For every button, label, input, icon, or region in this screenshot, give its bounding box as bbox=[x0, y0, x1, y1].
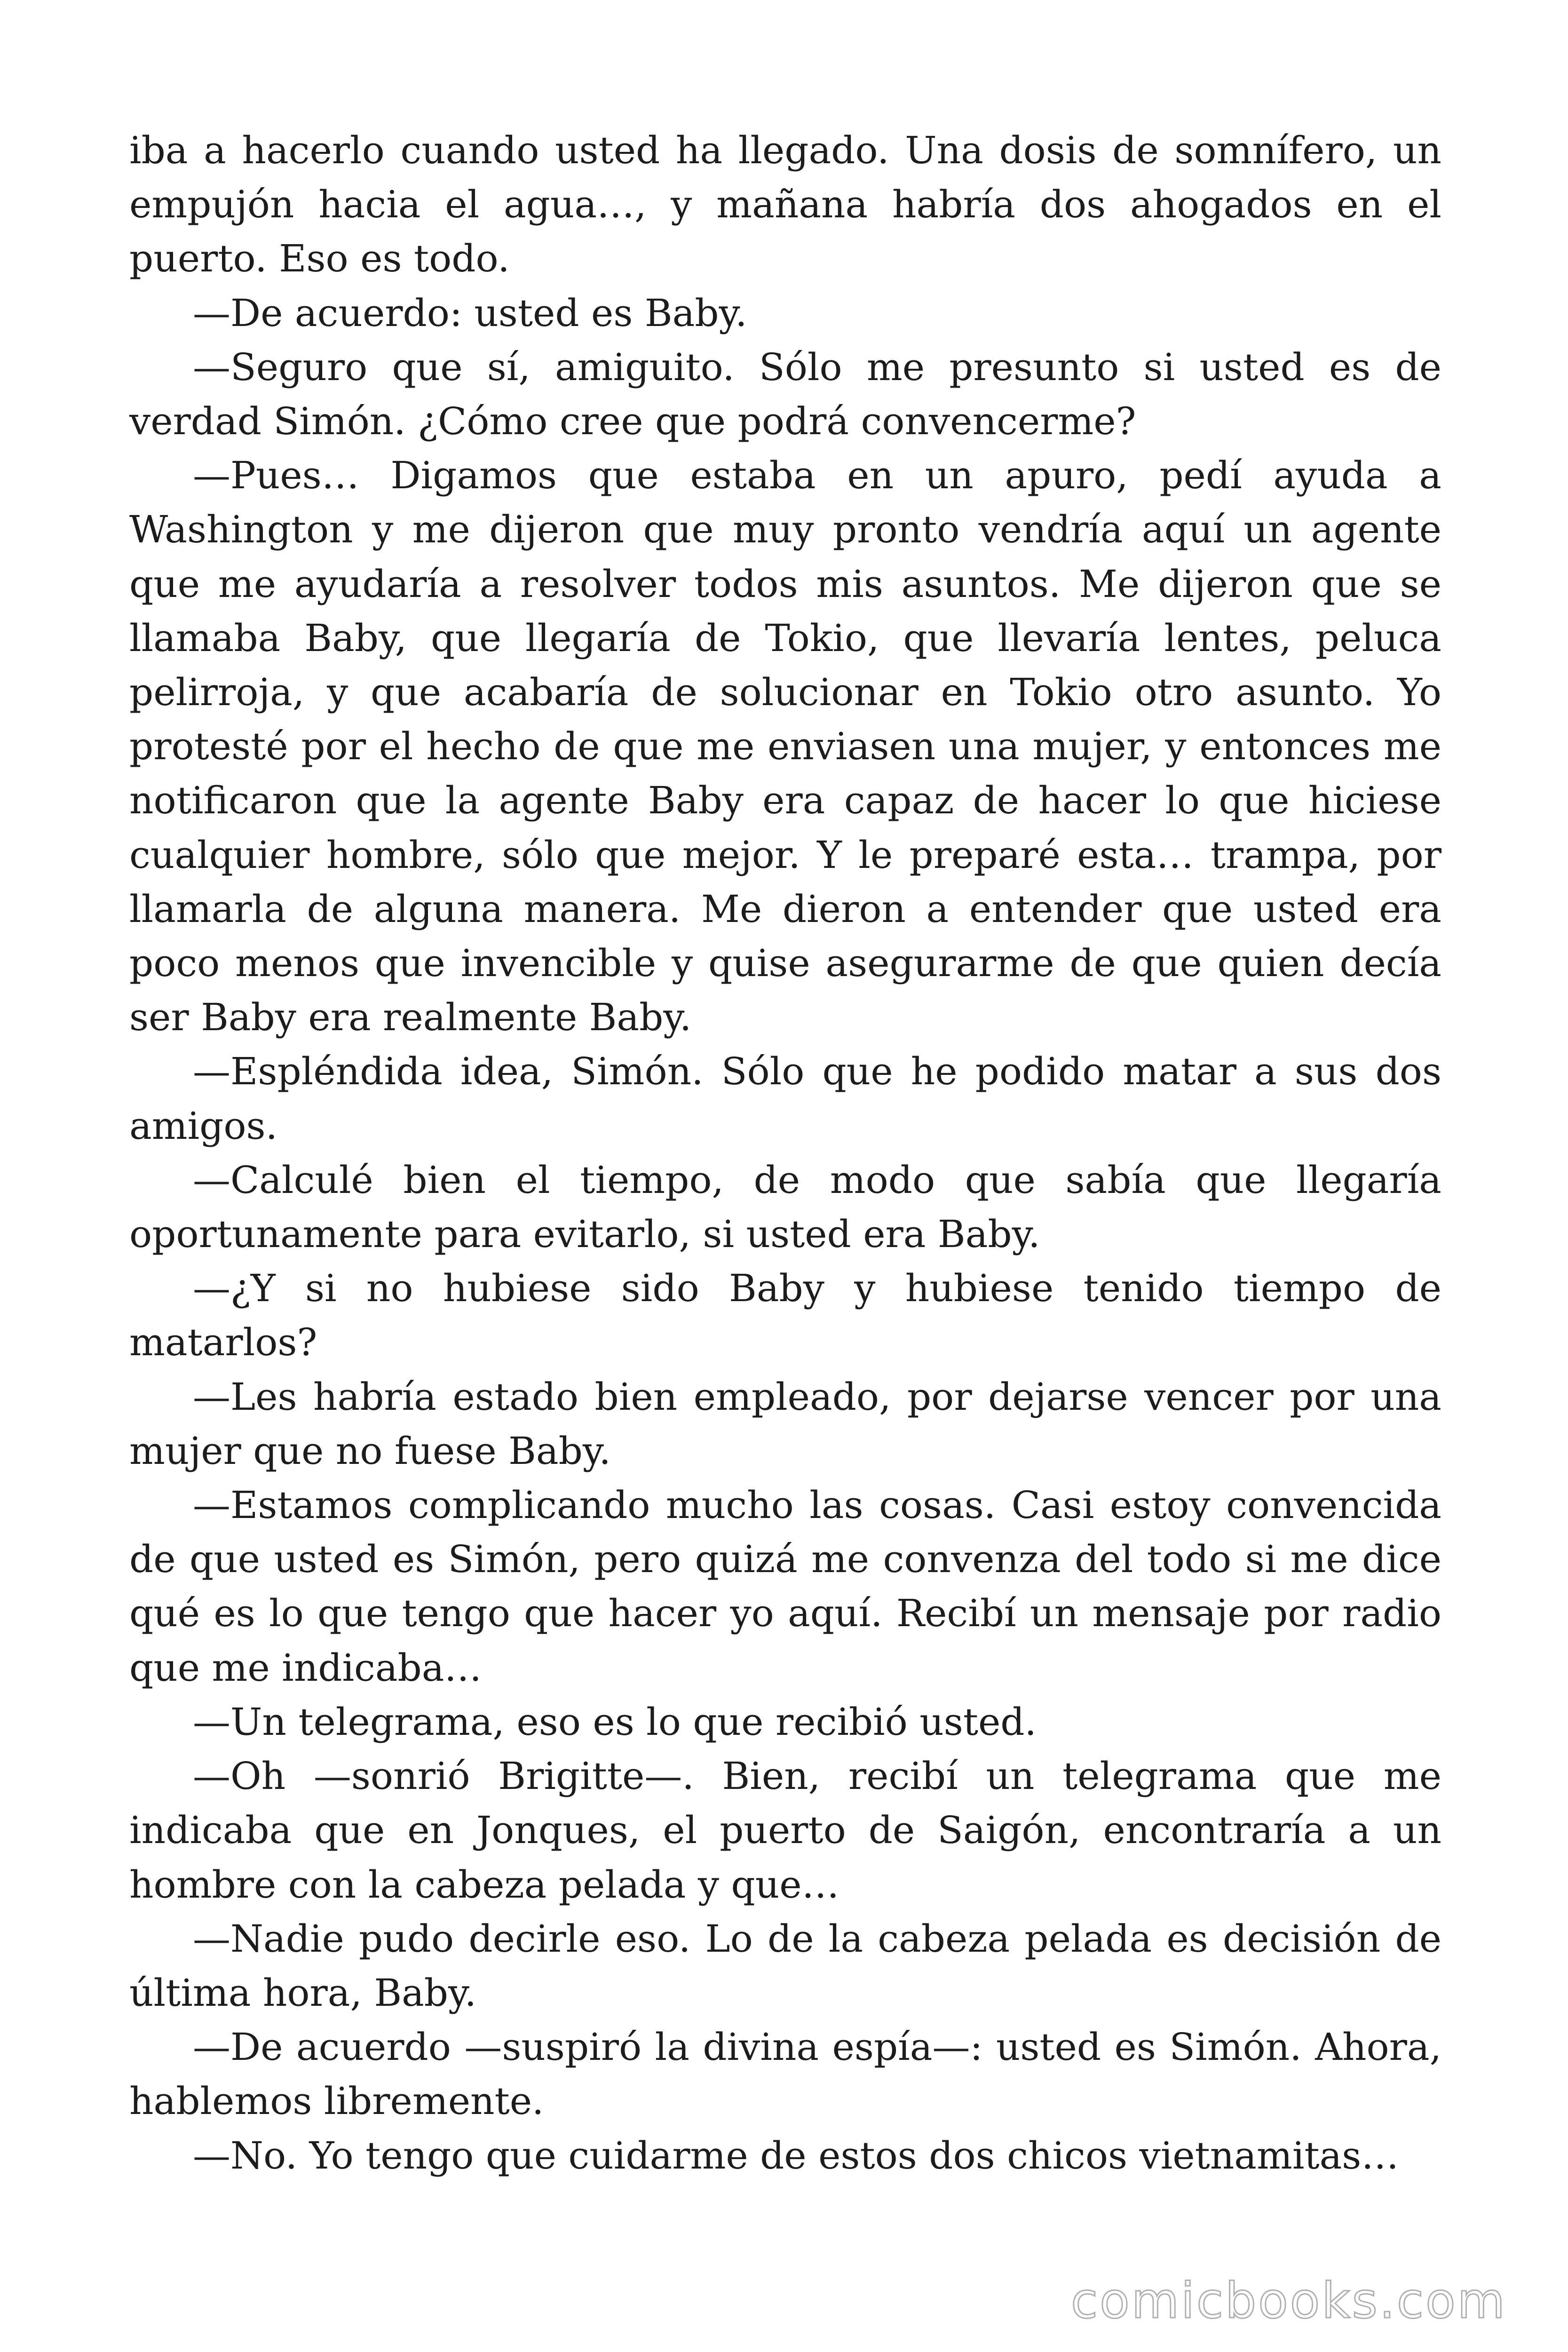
paragraph: —Les habría estado bien empleado, por dejarse vencer por una mujer que no fuese Baby. bbox=[129, 1375, 1441, 1473]
page-text bbox=[129, 123, 1441, 2183]
paragraph: —De acuerdo —suspiró la divina espía—: usted es Simón. Ahora, hablemos libremente. bbox=[129, 2025, 1441, 2123]
paragraph: —De acuerdo: usted es Baby. bbox=[193, 291, 747, 335]
paragraph: —Pues… Digamos que estaba en un apuro, pedí ayuda a Washington y me dijeron que muy pronto vendría aquí un agente que me ayudaría a resolver todos mis asuntos. Me dijeron que se llamaba Baby, que llegaría de Tokio, que llevaría lentes, peluca pelirroja, y que acabaría de solucionar en Tokio otro asunto. Yo protesté por el hecho de que me enviasen una mujer, y entonces me notificaron que la agente Baby era capaz de hacer lo que hiciese cualquier hombre, sólo que mejor. Y le preparé esta… trampa, por llamarla de alguna manera. Me dieron a entender que usted era poco menos que invencible y quise asegurarme de que quien decía ser Baby era realmente Baby. bbox=[129, 453, 1441, 1040]
paragraph: iba a hacerlo cuando usted ha llegado. Una dosis de somnífero, un empujón hacia el agua…, y mañana habría dos ahogados en el puerto. Eso es todo. bbox=[129, 128, 1441, 281]
paragraph: —Espléndida idea, Simón. Sólo que he podido matar a sus dos amigos. bbox=[129, 1049, 1441, 1148]
watermark: comicbooks.com bbox=[1070, 2272, 1507, 2329]
paragraph: —Seguro que sí, amiguito. Sólo me presunto si usted es de verdad Simón. ¿Cómo cree que podrá convencerme? bbox=[129, 345, 1441, 444]
paragraph: —Oh —sonrió Brigitte—. Bien, recibí un telegrama que me indicaba que en Jonques, el puerto de Saigón, encontraría a un hombre con la cabeza pelada y que… bbox=[129, 1754, 1441, 1907]
paragraph: —Nadie pudo decirle eso. Lo de la cabeza pelada es decisión de última hora, Baby. bbox=[129, 1916, 1441, 2015]
paragraph: —Calculé bien el tiempo, de modo que sabía que llegaría oportunamente para evitarlo, si usted era Baby. bbox=[129, 1158, 1441, 1256]
paragraph: —Estamos complicando mucho las cosas. Casi estoy convencida de que usted es Simón, pero quizá me convenza del todo si me dice qué es lo que tengo que hacer yo aquí. Recibí un mensaje por radio que me indicaba… bbox=[129, 1483, 1441, 1690]
paragraph: —Un telegrama, eso es lo que recibió usted. bbox=[193, 1700, 1037, 1744]
paragraph: —No. Yo tengo que cuidarme de estos dos chicos vietnamitas… bbox=[193, 2133, 1399, 2177]
paragraph: —¿Y si no hubiese sido Baby y hubiese tenido tiempo de matarlos? bbox=[129, 1266, 1441, 1365]
